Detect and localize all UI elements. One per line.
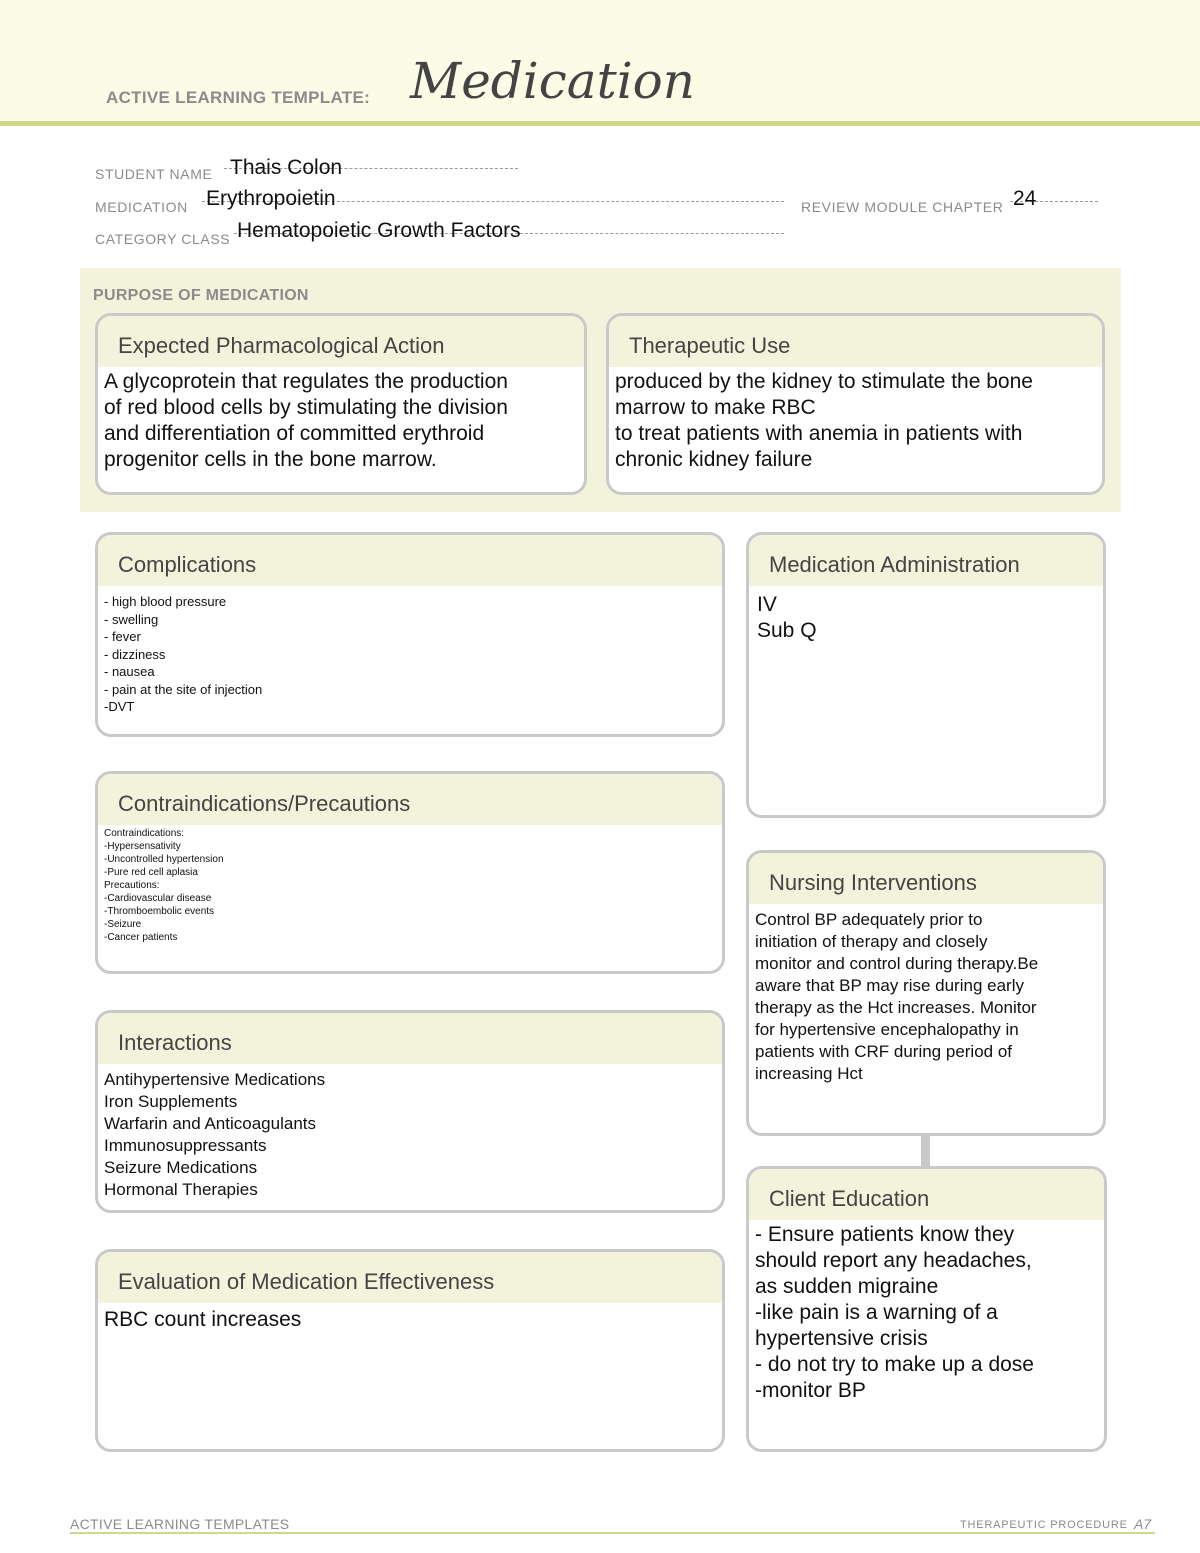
text-line: and differentiation of committed erythroid: [104, 422, 485, 445]
complications-box: [95, 532, 725, 737]
text-line: of red blood cells by stimulating the division: [104, 396, 508, 419]
text-line: - high blood pressure: [104, 594, 227, 609]
medication-field[interactable]: Erythropoietin: [206, 187, 336, 210]
nursing-interventions-text[interactable]: [749, 904, 1103, 1087]
text-line: hypertensive crisis: [755, 1327, 928, 1350]
text-line: Seizure Medications: [104, 1158, 258, 1177]
text-line: - dizziness: [104, 646, 166, 662]
text-line: monitor and control during therapy.Be: [755, 954, 1039, 973]
student-name-field[interactable]: Thais Colon: [230, 156, 343, 179]
text-line: as sudden migraine: [755, 1275, 939, 1298]
text-line: - Ensure patients know they: [755, 1223, 1015, 1246]
interactions-title: Interactions: [98, 1013, 722, 1064]
medication-label: MEDICATION: [95, 199, 188, 215]
text-line: produced by the kidney to stimulate the bone: [615, 370, 1033, 393]
contraindications-text[interactable]: [98, 825, 722, 946]
text-line: Warfarin and Anticoagulants: [104, 1114, 316, 1133]
text-line: Antihypertensive Medications: [104, 1070, 326, 1089]
medication-administration-title: Medication Administration: [749, 535, 1103, 586]
text-line: increasing Hct: [755, 1064, 863, 1083]
text-line: - swelling: [104, 611, 159, 627]
text-line: -Hypersensativity: [104, 841, 181, 852]
text-line: -monitor BP: [755, 1379, 866, 1402]
template-label: ACTIVE LEARNING TEMPLATE:: [106, 88, 371, 107]
text-line: Hormonal Therapies: [104, 1180, 258, 1199]
interactions-text[interactable]: [98, 1064, 722, 1203]
text-line: -Seizure: [104, 919, 142, 930]
complications-text[interactable]: [98, 586, 722, 718]
category-class-field[interactable]: Hematopoietic Growth Factors: [237, 219, 521, 242]
therapeutic-use-box: [606, 313, 1105, 495]
client-education-title: Client Education: [749, 1169, 1104, 1220]
text-line: initiation of therapy and closely: [755, 932, 988, 951]
nursing-interventions-title: Nursing Interventions: [749, 853, 1103, 904]
text-line: progenitor cells in the bone marrow.: [104, 448, 437, 471]
contraindications-title: Contraindications/Precautions: [98, 774, 722, 825]
expected-action-text[interactable]: [98, 367, 584, 475]
text-line: aware that BP may rise during early: [755, 976, 1024, 995]
page-number: A7: [1134, 1516, 1152, 1532]
expected-action-box: [95, 313, 587, 495]
medication-administration-box: [746, 532, 1106, 818]
student-name-label: STUDENT NAME: [95, 166, 213, 182]
category-class-label: CATEGORY CLASS: [95, 231, 231, 247]
text-line: - do not try to make up a dose: [755, 1353, 1034, 1376]
text-line: - fever: [104, 629, 141, 644]
text-line: -Cancer patients: [104, 932, 178, 943]
template-title: Medication: [410, 52, 695, 110]
header-rule: [0, 121, 1200, 126]
client-education-box: [746, 1166, 1107, 1452]
complications-title: Complications: [98, 535, 722, 586]
expected-action-title: Expected Pharmacological Action: [98, 316, 584, 367]
evaluation-text[interactable]: [98, 1303, 722, 1335]
text-line: therapy as the Hct increases. Monitor: [755, 998, 1037, 1017]
medication-administration-text[interactable]: [749, 586, 1103, 646]
text-line: -like pain is a warning of a: [755, 1301, 998, 1324]
text-line: Immunosuppressants: [104, 1136, 267, 1155]
purpose-label: PURPOSE OF MEDICATION: [93, 287, 309, 304]
nursing-interventions-box: [746, 850, 1106, 1136]
text-line: -Pure red cell aplasia: [104, 867, 198, 878]
box-connector: [921, 1134, 930, 1166]
interactions-box: [95, 1010, 725, 1213]
text-line: Sub Q: [757, 619, 817, 642]
text-line: A glycoprotein that regulates the production: [104, 370, 508, 393]
therapeutic-use-title: Therapeutic Use: [609, 316, 1102, 367]
text-line: chronic kidney failure: [615, 448, 813, 471]
evaluation-box: [95, 1249, 725, 1452]
text-line: Iron Supplements: [104, 1092, 238, 1111]
text-line: IV: [757, 593, 777, 616]
footer-right: THERAPEUTIC PROCEDURE: [960, 1519, 1128, 1531]
text-line: marrow to make RBC: [615, 396, 816, 419]
text-line: RBC count increases: [104, 1308, 302, 1331]
text-line: -DVT: [104, 699, 135, 714]
therapeutic-use-text[interactable]: [609, 367, 1102, 475]
text-line: -Thromboembolic events: [104, 906, 215, 917]
text-line: Precautions:: [104, 880, 160, 891]
client-education-text[interactable]: [749, 1220, 1104, 1406]
evaluation-title: Evaluation of Medication Effectiveness: [98, 1252, 722, 1303]
text-line: Contraindications:: [104, 828, 185, 839]
text-line: patients with CRF during period of: [755, 1042, 1013, 1061]
text-line: Control BP adequately prior to: [755, 910, 983, 929]
text-line: to treat patients with anemia in patients with: [615, 422, 1023, 445]
text-line: -Cardiovascular disease: [104, 893, 212, 904]
review-module-chapter-field[interactable]: 24: [1013, 187, 1037, 210]
footer-rule: [70, 1532, 1155, 1534]
text-line: for hypertensive encephalopathy in: [755, 1020, 1019, 1039]
text-line: - nausea: [104, 664, 155, 679]
footer-left: ACTIVE LEARNING TEMPLATES: [70, 1516, 290, 1532]
text-line: -Uncontrolled hypertension: [104, 854, 224, 865]
text-line: should report any headaches,: [755, 1249, 1032, 1272]
review-module-chapter-label: REVIEW MODULE CHAPTER: [801, 199, 1004, 215]
text-line: - pain at the site of injection: [104, 681, 263, 697]
contraindications-box: [95, 771, 725, 974]
